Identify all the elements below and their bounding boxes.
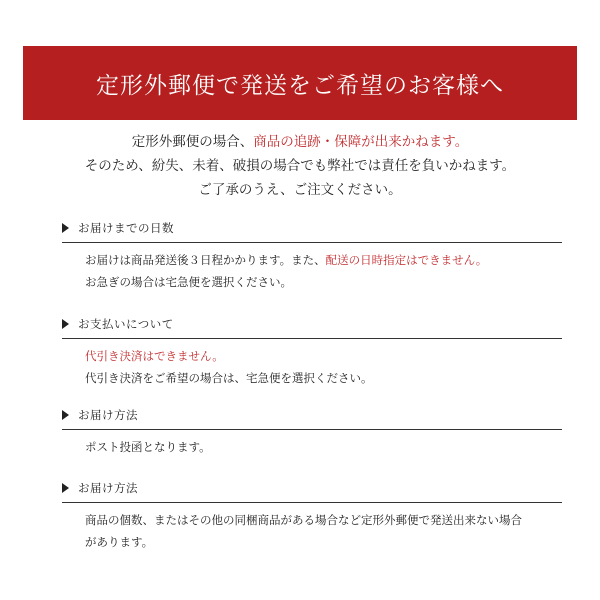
section-body	[62, 503, 562, 553]
section-title: お届け方法	[78, 481, 138, 495]
section-delivery-method-2	[62, 478, 562, 553]
triangle-bullet-icon	[62, 410, 69, 420]
intro-notice	[0, 130, 600, 202]
section-line: 代引き決済をご希望の場合は、宅急便を選択ください。	[85, 371, 373, 385]
section-header	[62, 478, 562, 503]
section-body	[62, 243, 562, 293]
intro-warning: 商品の追跡・保障が出来かねます。	[253, 134, 469, 150]
section-payment	[62, 314, 562, 389]
intro-line-1-text: 定形外郵便の場合、	[131, 134, 254, 150]
section-title: お届け方法	[78, 408, 138, 422]
intro-line-3: ご了承のうえ、ご注文ください。	[198, 182, 402, 198]
triangle-bullet-icon	[62, 223, 69, 233]
triangle-bullet-icon	[62, 319, 69, 329]
section-line: ポスト投函となります。	[85, 440, 211, 454]
section-warning: 配送の日時指定はできません。	[325, 253, 488, 267]
header-banner	[23, 46, 577, 120]
section-header	[62, 405, 562, 430]
triangle-bullet-icon	[62, 483, 69, 493]
section-header	[62, 218, 562, 243]
section-line: 商品の個数、またはその他の同梱商品がある場合など定形外郵便で発送出来ない場合	[85, 513, 522, 527]
section-line	[85, 249, 562, 271]
banner-title: 定形外郵便で発送をご希望のお客様へ	[96, 72, 504, 99]
section-title: お支払いについて	[78, 317, 174, 331]
section-header	[62, 314, 562, 339]
intro-line-1	[0, 130, 600, 154]
section-body	[62, 430, 562, 458]
section-line: があります。	[85, 535, 154, 549]
section-title: お届けまでの日数	[78, 221, 174, 235]
section-delivery-days	[62, 218, 562, 293]
section-delivery-method	[62, 405, 562, 458]
intro-line-2: そのため、紛失、未着、破損の場合でも弊社では責任を負いかねます。	[84, 158, 516, 174]
section-warning: 代引き決済はできません。	[85, 349, 224, 363]
section-text: お届けは商品発送後３日程かかります。また、	[85, 253, 326, 267]
section-body	[62, 339, 562, 389]
section-line: お急ぎの場合は宅急便を選択ください。	[85, 275, 292, 289]
